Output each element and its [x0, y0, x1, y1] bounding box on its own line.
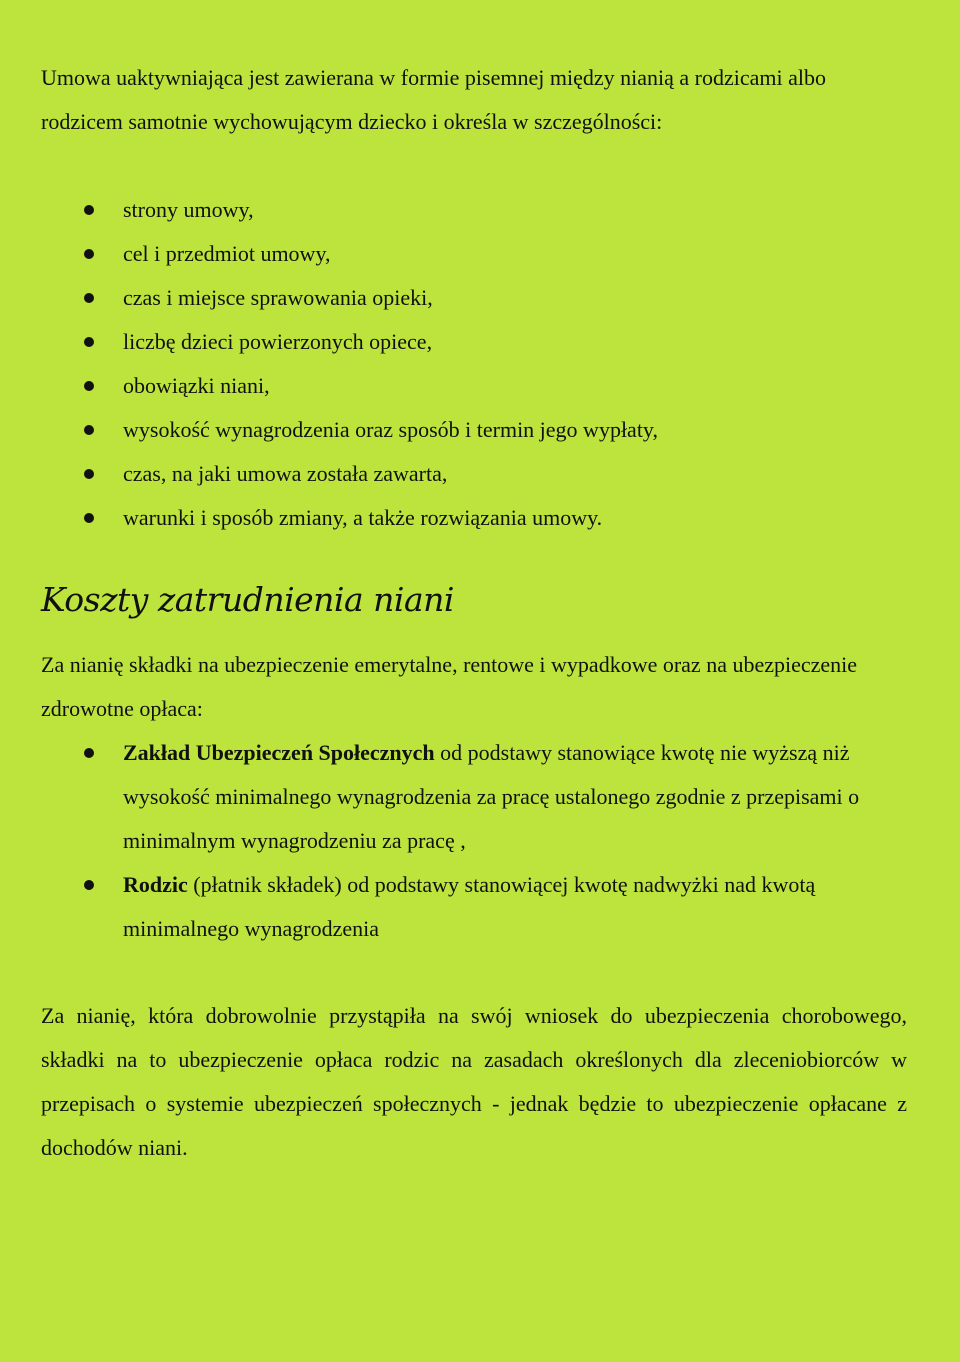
list-item: [0, 408, 960, 452]
bullet-icon: [84, 293, 94, 303]
list-item: [0, 364, 960, 408]
list-item: [0, 276, 960, 320]
list-item: [0, 496, 960, 540]
closing-paragraph: Za nianię, która dobrowolnie przystąpiła na swój wniosek do ubezpieczenia chorobowego, składki na to ubezpieczenie opłaca rodzic na zasadach określonych dla zleceniobiorców w przepisach o systemie ubezpieczeń społecznych - jednak będzie to ubezpieczenie opłacane z dochodów niani.: [41, 1003, 907, 1160]
bullet-icon: [84, 469, 94, 479]
bullet-icon: [84, 337, 94, 347]
bullet-icon: [84, 381, 94, 391]
list-item-text: czas i miejsce sprawowania opieki,: [123, 285, 433, 310]
list-item: [0, 232, 960, 276]
list-item-text: wysokość wynagrodzenia oraz sposób i termin jego wypłaty,: [123, 417, 659, 442]
intro-paragraph: Umowa uaktywniająca jest zawierana w formie pisemnej między nianią a rodzicami albo rodzicem samotnie wychowującym dziecko i określa w szczególności:: [41, 65, 826, 134]
bullet-icon: [84, 249, 94, 259]
section-heading: Koszty zatrudnienia niani: [41, 580, 454, 619]
list-item-text: liczbę dzieci powierzonych opiece,: [123, 329, 433, 354]
list-item-text: warunki i sposób zmiany, a także rozwiązania umowy.: [123, 505, 603, 530]
list-item-text: czas, na jaki umowa została zawarta,: [123, 461, 448, 486]
bullet-icon: [84, 880, 94, 890]
list-item-text: cel i przedmiot umowy,: [123, 241, 331, 266]
payer-name: Rodzic: [123, 872, 188, 897]
list-item: [0, 863, 863, 951]
section-intro-paragraph: Za nianię składki na ubezpieczenie emerytalne, rentowe i wypadkowe oraz na ubezpieczenie zdrowotne opłaca:: [41, 652, 858, 721]
list-item-text: obowiązki niani,: [123, 373, 270, 398]
list-item: [0, 452, 960, 496]
list-item: [0, 320, 960, 364]
contract-terms-list: [0, 188, 960, 540]
bullet-icon: [84, 425, 94, 435]
bullet-icon: [84, 748, 94, 758]
bullet-icon: [84, 205, 94, 215]
payers-list: [0, 731, 960, 951]
list-item: [0, 731, 863, 863]
payer-description: od podstawy stanowiące kwotę nie wyższą niż wysokość minimalnego wynagrodzenia za pracę ustalonego zgodnie z przepisami o minimalnym wynagrodzeniu za pracę ,: [123, 740, 860, 853]
list-item: [0, 188, 960, 232]
payer-name: Zakład Ubezpieczeń Społecznych: [123, 740, 435, 765]
payer-description: (płatnik składek) od podstawy stanowiącej kwotę nadwyżki nad kwotą minimalnego wynagrodzenia: [123, 872, 816, 941]
list-item-text: strony umowy,: [123, 197, 254, 222]
bullet-icon: [84, 513, 94, 523]
